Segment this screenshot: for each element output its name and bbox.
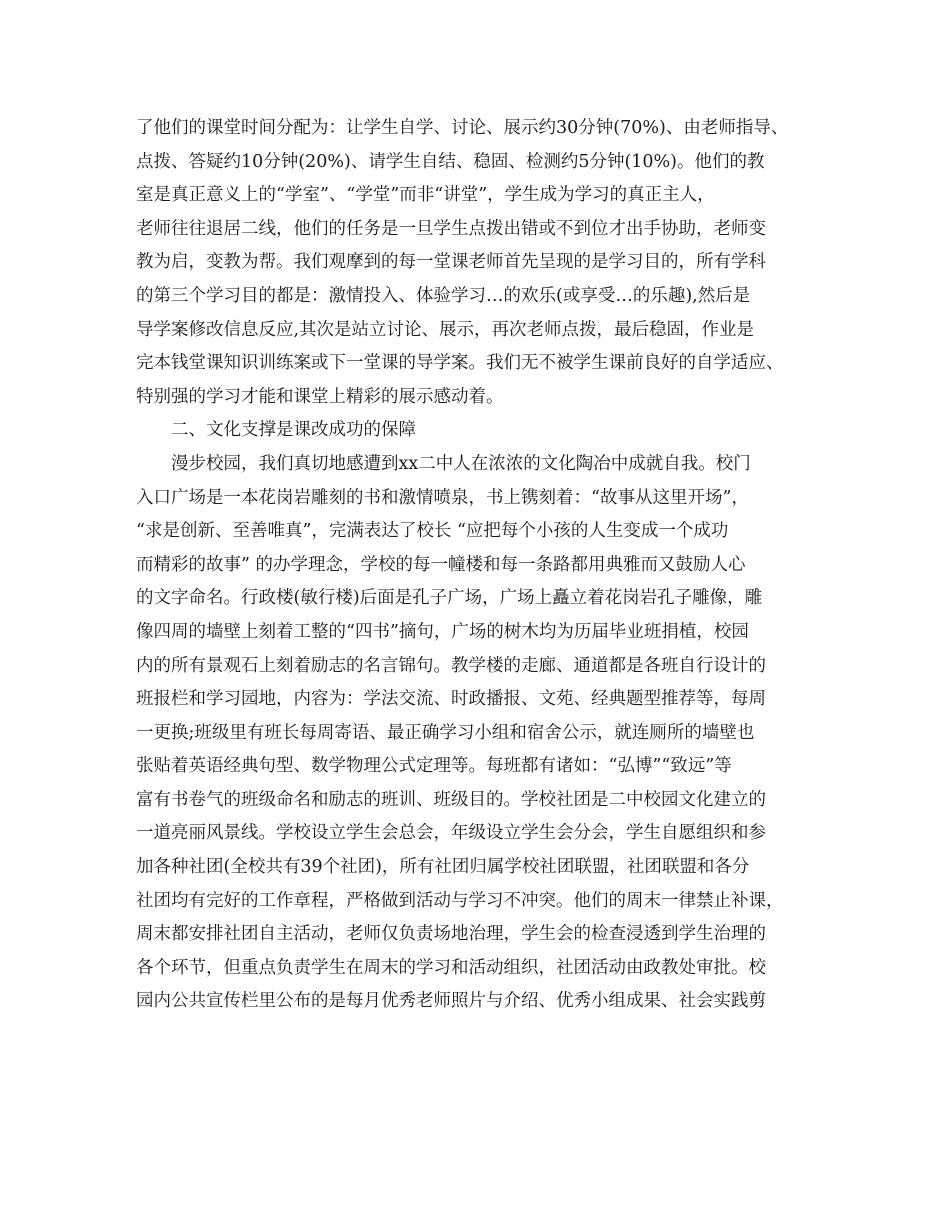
text-line: 加各种社团(全校共有39个社团)，所有社团归属学校社团联盟，社团联盟和各分 [136,857,750,878]
text-line: 内的所有景观石上刻着励志的名言锦句。教学楼的走廊、通道都是各班自行设计的 [136,655,766,676]
text-line: 的第三个学习目的都是：激情投入、体验学习…的欢乐(或享受…的乐趣),然后是 [136,285,751,306]
text-line: 一更换;班级里有班长每周寄语、最正确学习小组和宿舍公示，就连厕所的墙壁也 [136,722,755,743]
text-line: 富有书卷气的班级命名和励志的班训、班级目的。学校社团是二中校园文化建立的 [136,789,766,810]
text-line: 完本钱堂课知识训练案或下一堂课的导学案。我们无不被学生课前良好的自学适应、 [136,353,784,374]
text-line: 特别强的学习才能和课堂上精彩的展示感动着。 [136,386,504,407]
text-line: 点拨、答疑约10分钟(20%)、请学生自结、稳固、检测约5分钟(10%)。他们的教 [136,151,765,172]
text-line: 教为启，变教为帮。我们观摩到的每一堂课老师首先呈现的是学习目的，所有学科 [136,252,766,273]
text-line: 入口广场是一本花岗岩雕刻的书和激情喷泉，书上镌刻着：“故事从这里开场”， [136,487,749,508]
text-line: 二、文化支撑是课改成功的保障 [136,420,416,441]
text-line: 老师往往退居二线，他们的任务是一旦学生点拨出错或不到位才出手协助，老师变 [136,218,766,239]
text-line: 导学案修改信息反应,其次是站立讨论、展示，再次老师点拨，最后稳固，作业是 [136,319,755,340]
text-line: 漫步校园，我们真切地感遭到xx二中人在浓浓的文化陶冶中成就自我。校门 [136,453,751,474]
text-line: “求是创新、至善唯真”，完满表达了校长 “应把每个小孩的人生变成一个成功 [136,521,729,542]
text-line: 像四周的墙壁上刻着工整的“四书”摘句，广场的树木均为历届毕业班捐植，校园 [136,621,749,642]
text-line: 周末都安排社团自主活动，老师仅负责场地治理，学生会的检查浸透到学生治理的 [136,924,766,945]
text-line: 了他们的课堂时间分配为：让学生自学、讨论、展示约30分钟(70%)、由老师指导、 [136,118,789,138]
text-line: 社团均有完好的工作章程，严格做到活动与学习不冲突。他们的周末一律禁止补课， [136,890,784,911]
text-line: 而精彩的故事” 的办学理念，学校的每一幢楼和每一条路都用典雅而又鼓励人心 [136,554,746,575]
document-body [136,112,826,1019]
text-line: 的文字命名。行政楼(敏行楼)后面是孔子广场，广场上矗立着花岗岩孔子雕像，雕 [136,588,763,609]
text-line: 一道亮丽风景线。学校设立学生会总会，年级设立学生会分会，学生自愿组织和参 [136,823,766,844]
text-line: 各个环节，但重点负责学生在周末的学习和活动组织，社团活动由政教处审批。校 [136,957,766,978]
text-line: 园内公共宣传栏里公布的是每月优秀老师照片与介绍、优秀小组成果、社会实践剪 [136,991,766,1012]
text-line: 班报栏和学习园地，内容为：学法交流、时政播报、文苑、经典题型推荐等，每周 [136,689,766,710]
text-line: 张贴着英语经典句型、数学物理公式定理等。每班都有诸如：“弘博”“致远”等 [136,756,732,777]
text-line: 室是真正意义上的“学室”、“学堂”而非“讲堂”，学生成为学习的真正主人， [136,185,715,206]
